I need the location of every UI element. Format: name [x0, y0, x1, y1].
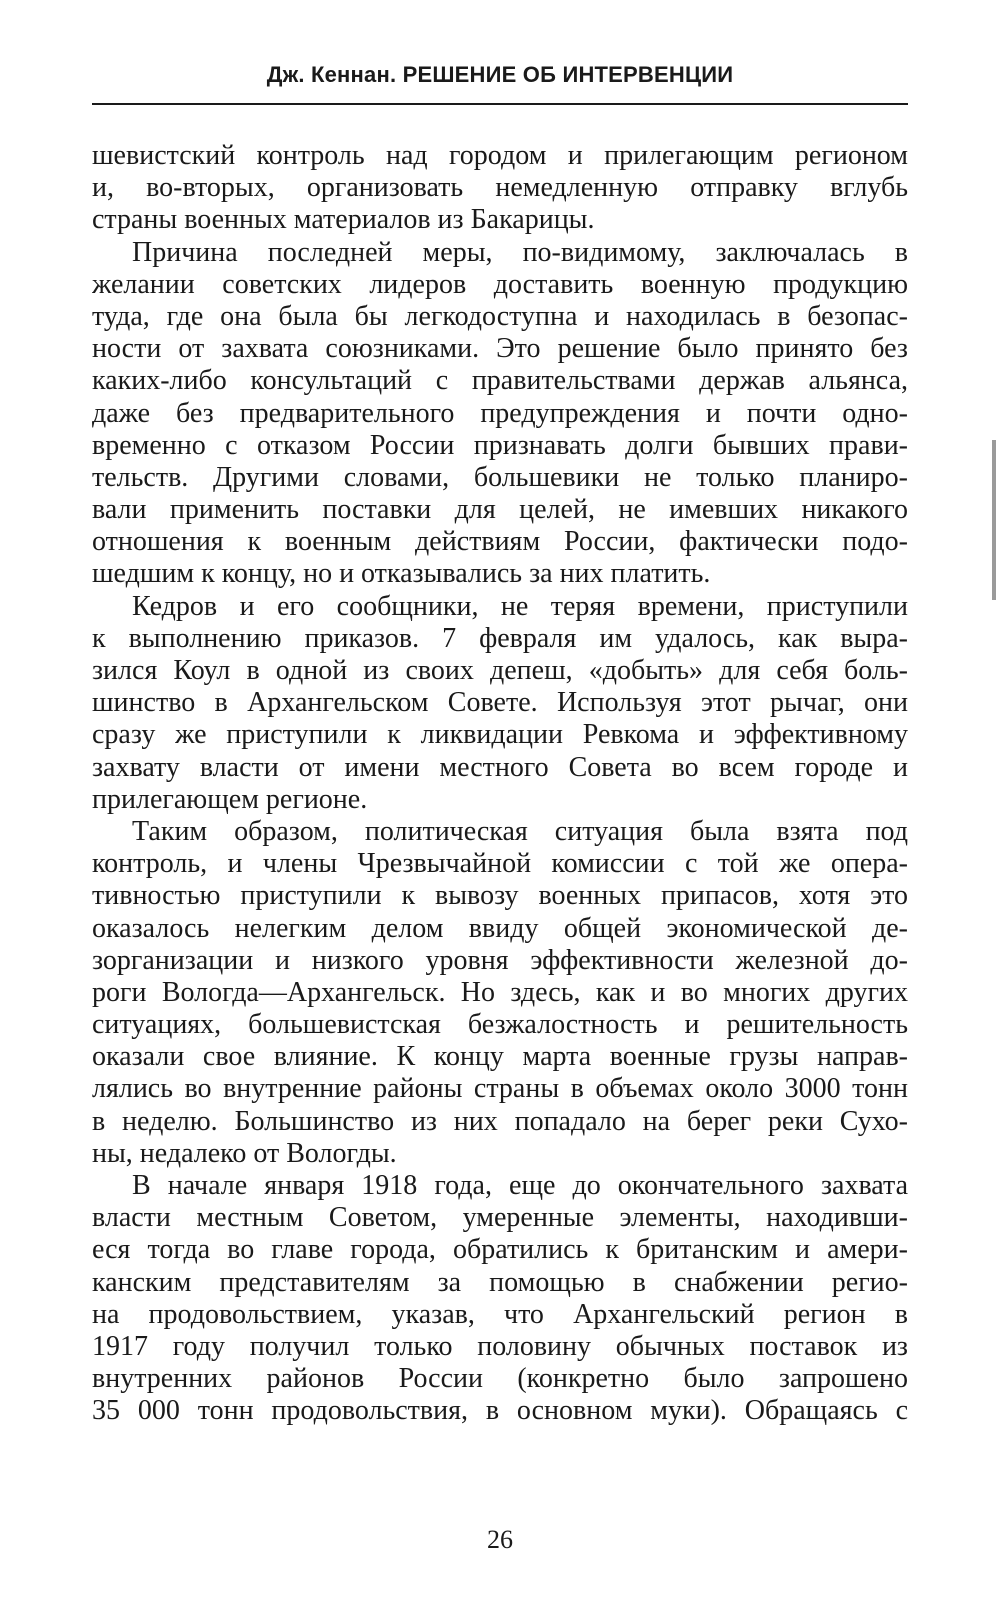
- text-line: отношения к военным действиям России, фактически подо-: [92, 526, 908, 558]
- text-line: ны, недалеко от Вологды.: [92, 1137, 397, 1169]
- text-line: В начале января 1918 года, еще до окончательного захвата: [132, 1170, 908, 1201]
- text-line: захвату власти от имени местного Совета во всем городе и: [92, 751, 908, 783]
- text-line: оказалось нелегким делом ввиду общей экономической де-: [92, 912, 908, 944]
- text-line: тельств. Другими словами, большевики не только планиро-: [92, 461, 908, 493]
- text-line: еся тогда во главе города, обратились к британским и амери-: [92, 1234, 908, 1266]
- text-line: Таким образом, политическая ситуация была взята под: [132, 815, 908, 847]
- text-line: сразу же приступили к ликвидации Ревкома и эффективному: [92, 719, 908, 751]
- text-line: прилегающем регионе.: [92, 783, 368, 815]
- running-head-title: Дж. Кеннан. РЕШЕНИЕ ОБ ИНТЕРВЕНЦИИ: [266, 62, 734, 87]
- text-line: канским представителям за помощью в снабжении регио-: [92, 1266, 908, 1298]
- text-line: Причина последней меры, по-видимому, заключалась в: [132, 236, 908, 268]
- text-line: 1917 году получил только половину обычных поставок из: [92, 1330, 908, 1362]
- text-line: страны военных материалов из Бакарицы.: [92, 204, 595, 236]
- text-line: тивностью приступили к вывозу военных припасов, хотя это: [92, 880, 908, 912]
- text-line: ситуациях, большевистская безжалостность и решительность: [92, 1009, 908, 1041]
- text-line: временно с отказом России признавать долги бывших прави-: [92, 429, 908, 461]
- text-line: зился Коул в одной из своих депеш, «добыть» для себя боль-: [92, 655, 908, 686]
- text-line: даже без предварительного предупреждения и почти одно-: [92, 397, 908, 429]
- text-line: шедшим к концу, но и отказывались за них платить.: [92, 558, 711, 590]
- header-rule: [92, 103, 908, 105]
- text-line: зорганизации и низкого уровня эффективности железной до-: [92, 944, 908, 976]
- text-line: внутренних районов России (конкретно было запрошено: [92, 1363, 908, 1395]
- text-line: контроль, и члены Чрезвычайной комиссии с той же опера-: [92, 848, 908, 880]
- text-line: ности от захвата союзниками. Это решение было принято без: [92, 333, 908, 365]
- text-line: желании советских лидеров доставить военную продукцию: [92, 268, 908, 300]
- text-line: шинство в Архангельском Совете. Используя этот рычаг, они: [92, 687, 908, 719]
- text-line: вали применить поставки для целей, не имевших никакого: [92, 494, 908, 526]
- text-line: оказали свое влияние. К концу марта военные грузы направ-: [92, 1041, 908, 1073]
- text-line: каких-либо консультаций с правительствами держав альянса,: [92, 365, 908, 397]
- text-line: власти местным Советом, умеренные элементы, находивши-: [92, 1202, 908, 1234]
- page-number: 26: [487, 1525, 513, 1554]
- text-line: шевистский контроль над городом и прилегающим регионом: [92, 140, 908, 171]
- text-line: 35 000 тонн продовольствия, в основном муки). Обращаясь с: [92, 1395, 908, 1427]
- body-text: [92, 140, 908, 1428]
- text-line: и, во-вторых, организовать немедленную отправку вглубь: [92, 172, 908, 204]
- text-line: туда, где она была бы легкодоступна и находилась в безопас-: [92, 300, 908, 332]
- text-line: Кедров и его сообщники, не теряя времени, приступили: [132, 590, 908, 622]
- text-line: на продовольствием, указав, что Архангельский регион в: [92, 1298, 908, 1330]
- text-line: в неделю. Большинство из них попадало на берег реки Сухо-: [92, 1105, 908, 1137]
- page-edge-mark: [992, 440, 996, 600]
- text-line: к выполнению приказов. 7 февраля им удалось, как выра-: [92, 622, 908, 654]
- text-line: лялись во внутренние районы страны в объемах около 3000 тонн: [92, 1073, 908, 1105]
- text-line: роги Вологда—Архангельск. Но здесь, как и во многих других: [92, 976, 908, 1008]
